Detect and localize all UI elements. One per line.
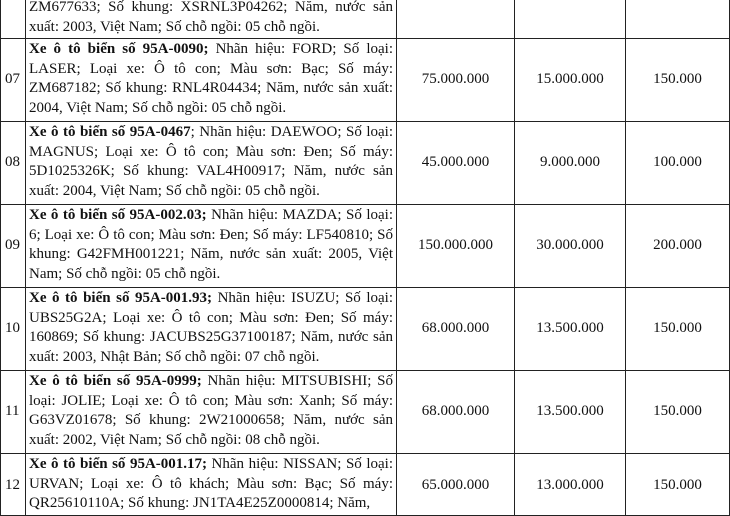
deposit-amount: 15.000.000 (515, 39, 626, 122)
vehicle-description (26, 0, 397, 39)
vehicle-plate: Xe ô tô biển số 95A-001.17; (29, 456, 208, 472)
starting-price: 68.000.000 (397, 288, 515, 371)
starting-price: 150.000.000 (397, 205, 515, 288)
starting-price (397, 0, 515, 39)
starting-price: 65.000.000 (397, 454, 515, 516)
table-row (1, 205, 730, 288)
vehicle-description (26, 39, 397, 122)
deposit-amount: 13.500.000 (515, 288, 626, 371)
table-row (1, 454, 730, 516)
table-row (1, 371, 730, 454)
document-fee: 150.000 (626, 288, 730, 371)
vehicle-description (26, 122, 397, 205)
document-fee: 150.000 (626, 39, 730, 122)
vehicle-description (26, 371, 397, 454)
vehicle-details: Nhãn hiệu: MITSUBISHI; Số loại: JOLIE; Loại xe: Ô tô con; Màu sơn: Xanh; Số máy: G63VZ01678; Số khung: 2W21000658; Năm, nước sản xuất: 2002, Việt Nam; Số chỗ ngồi: 08 chỗ ngồi. (29, 373, 394, 448)
vehicle-details: Nhãn hiệu: ISUZU; Số loại: UBS25G2A; Loại xe: Ô tô con; Màu sơn: Đen; Số máy: 160869; Số khung: JACUBS25G37100187; Năm, nước sản xuất: 2003, Nhật Bản; Số chỗ ngồi: 07 chỗ ngồi. (29, 290, 393, 365)
vehicle-plate: Xe ô tô biển số 95A-001.93; (29, 290, 213, 306)
table-row (1, 0, 730, 39)
vehicle-details: Nhãn hiệu: FORD; Số loại: LASER; Loại xe: Ô tô con; Màu sơn: Bạc; Số máy: ZM687182; Số khung: RNL4R04434; Năm, nước sản xuất: 2004, Việt Nam; Số chỗ ngồi: 05 chỗ ngồi. (29, 41, 394, 116)
row-number: 09 (1, 205, 26, 288)
table-row (1, 122, 730, 205)
row-number: 12 (1, 454, 26, 516)
vehicle-details: Nhãn hiệu: NISSAN; Số loại: URVAN; Loại xe: Ô tô khách; Màu sơn: Bạc; Số máy: QR25610110A; Số khung: JN1TA4E25Z0000814; Năm, (29, 456, 393, 511)
table-row (1, 39, 730, 122)
starting-price: 68.000.000 (397, 371, 515, 454)
vehicle-description (26, 288, 397, 371)
deposit-amount: 30.000.000 (515, 205, 626, 288)
vehicle-details: Nhãn hiệu: MAZDA; Số loại: 6; Loại xe: Ô tô con; Màu sơn: Đen; Số máy: LF540810; Số khung: G42FMH001221; Năm, nước sản xuất: 2005, Việt Nam; Số chỗ ngồi: 05 chỗ ngồi. (29, 207, 393, 282)
deposit-amount: 9.000.000 (515, 122, 626, 205)
vehicle-plate: Xe ô tô biển số 95A-002.03; (29, 207, 207, 223)
deposit-amount (515, 0, 626, 39)
row-number: 08 (1, 122, 26, 205)
row-number: 10 (1, 288, 26, 371)
table-row (1, 288, 730, 371)
document-fee: 200.000 (626, 205, 730, 288)
row-number (1, 0, 26, 39)
document-fee: 100.000 (626, 122, 730, 205)
deposit-amount: 13.500.000 (515, 371, 626, 454)
vehicle-plate: Xe ô tô biển số 95A-0999; (29, 373, 202, 389)
document-fee (626, 0, 730, 39)
deposit-amount: 13.000.000 (515, 454, 626, 516)
vehicle-description (26, 454, 397, 516)
vehicle-description (26, 205, 397, 288)
vehicle-plate: Xe ô tô biển số 95A-0090; (29, 41, 209, 57)
document-fee: 150.000 (626, 454, 730, 516)
row-number: 07 (1, 39, 26, 122)
document-fee: 150.000 (626, 371, 730, 454)
starting-price: 75.000.000 (397, 39, 515, 122)
vehicle-details: ; Nhãn hiệu: DAEWOO; Số loại: MAGNUS; Loại xe: Ô tô con; Màu sơn: Đen; Số máy: 5D1025326K; Số khung: VAL4H00917; Năm, nước sản xuất: 2004, Việt Nam; Số chỗ ngồi: 05 chỗ ngồi. (29, 124, 393, 199)
starting-price: 45.000.000 (397, 122, 515, 205)
vehicle-plate: Xe ô tô biển số 95A-0467 (29, 124, 191, 140)
row-number: 11 (1, 371, 26, 454)
vehicle-details: ZM677633; Số khung: XSRNL3P04262; Năm, nước sản xuất: 2003, Việt Nam; Số chỗ ngồi: 05 chỗ ngồi. (29, 0, 393, 35)
